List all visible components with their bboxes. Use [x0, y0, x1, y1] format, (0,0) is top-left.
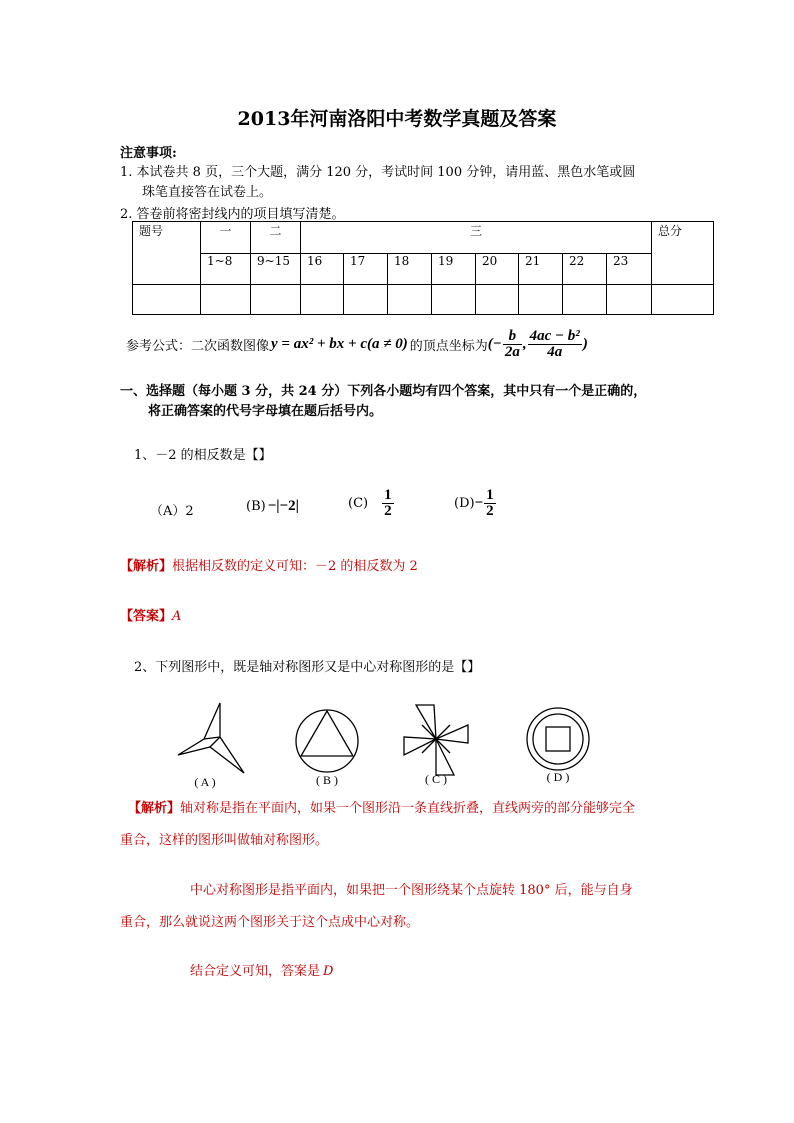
score-range: 19	[432, 254, 476, 285]
q1-answer-tag: 【答案】	[120, 609, 173, 624]
score-range: 1~8	[201, 254, 251, 285]
q1-option-d-denominator: 2	[486, 503, 494, 519]
score-cell[interactable]	[563, 285, 607, 315]
q1-option-d-sign: −	[474, 495, 484, 511]
note-2: 2. 答卷前将密封线内的项目填写清楚。	[120, 207, 345, 222]
q1-option-b-label: (B)	[246, 499, 266, 514]
q1-option-c-label: (C)	[348, 496, 369, 511]
q2-analysis-text-1: 轴对称是指在平面内，如果一个图形沿一条直线折叠，直线两旁的部分能够完全	[180, 801, 636, 816]
score-cell[interactable]	[301, 285, 344, 315]
vertex-comma: ,	[522, 336, 527, 352]
figure-a-pinwheel-triangles	[178, 703, 244, 773]
score-cell[interactable]	[388, 285, 432, 315]
q1-option-c	[348, 488, 395, 519]
vertex-x-numerator: b	[503, 329, 522, 345]
vertex-x-fraction	[503, 329, 522, 360]
score-cell[interactable]	[607, 285, 652, 315]
vertex-y-denominator: 4a	[547, 344, 563, 360]
score-range: 18	[388, 254, 432, 285]
vertex-y-numerator: 4ac − b²	[529, 328, 580, 344]
q1-answer-value: A	[172, 609, 182, 624]
score-range: 21	[519, 254, 563, 285]
vertex-x-denominator: 2a	[504, 344, 520, 360]
score-cell[interactable]	[432, 285, 476, 315]
q1-option-c-numerator: 1	[384, 487, 392, 503]
score-cell[interactable]	[344, 285, 388, 315]
vertex-close: )	[582, 336, 588, 352]
q1-option-d-label: (D)	[454, 496, 475, 511]
q2-figures	[160, 695, 600, 790]
section-1-heading-line-1: 一、选择题（每小题 3 分，共 24 分）下列各小题均有四个答案，其中只有一个是正确的，	[120, 384, 647, 399]
score-part-3: 三	[301, 222, 652, 254]
q1-option-d-numerator: 1	[486, 487, 494, 503]
section-1-heading-line-2: 将正确答案的代号字母填在题后括号内。	[148, 404, 383, 419]
page-title: 2013年河南洛阳中考数学真题及答案	[237, 108, 557, 130]
score-table	[132, 221, 714, 315]
q2-analysis-line-2: 重合，这样的图形叫做轴对称图形。	[120, 833, 329, 848]
score-cell[interactable]	[652, 285, 714, 315]
q1-option-c-denominator: 2	[384, 503, 392, 519]
score-cell[interactable]	[133, 285, 201, 315]
score-part-1: 一	[201, 222, 251, 254]
vertex-open: (−	[487, 336, 502, 352]
score-cell[interactable]	[476, 285, 519, 315]
formula-prefix: 参考公式：二次函数图像	[126, 339, 270, 354]
q2-analysis-line-1	[128, 797, 635, 816]
score-head-label: 题号	[133, 222, 201, 285]
q1-option-b	[246, 498, 299, 515]
q2-center-line-1: 中心对称图形是指平面内，如果把一个图形绕某个点旋转 180° 后，能与自身	[190, 883, 633, 898]
q1-option-b-expression: −|−2|	[267, 498, 299, 514]
quadratic-equation: y = ax² + bx + c(a ≠ 0)	[271, 336, 408, 352]
note-1-line-2: 珠笔直接答在试卷上。	[142, 185, 273, 200]
score-cell[interactable]	[519, 285, 563, 315]
figure-c-pinwheel	[404, 705, 468, 775]
score-range: 17	[344, 254, 388, 285]
q2-center-line-2: 重合，那么就说这两个图形关于这个点成中心对称。	[120, 915, 420, 930]
score-cell[interactable]	[201, 285, 251, 315]
q2-conclusion	[190, 960, 333, 979]
q1-analysis	[120, 555, 418, 574]
figure-b-circle-triangle	[296, 710, 358, 772]
note-1-line-1: 1. 本试卷共 8 页，三个大题，满分 120 分，考试时间 100 分钟，请用蓝、黑色水笔或圆	[120, 165, 636, 180]
score-range: 9~15	[251, 254, 301, 285]
figure-c-label: ( C )	[425, 772, 447, 786]
q2-analysis-tag: 【解析】	[128, 801, 181, 816]
figure-b-label: ( B )	[316, 773, 338, 787]
score-range: 23	[607, 254, 652, 285]
score-cell[interactable]	[251, 285, 301, 315]
reference-formula	[126, 329, 588, 360]
question-1-stem: 1、－2 的相反数是【】	[134, 448, 272, 463]
q1-option-c-fraction	[382, 488, 394, 519]
q2-answer-value: D	[323, 964, 334, 979]
figure-d-circle-square	[527, 708, 589, 770]
q1-analysis-tag: 【解析】	[120, 559, 173, 574]
q1-analysis-text: 根据相反数的定义可知：－2 的相反数为 2	[172, 559, 418, 574]
question-2-stem: 2、下列图形中，既是轴对称图形又是中心对称图形的是【】	[134, 660, 481, 675]
score-range: 16	[301, 254, 344, 285]
score-total: 总分	[652, 222, 714, 285]
q1-option-d	[454, 488, 497, 519]
q1-option-a: （A）2	[150, 504, 194, 519]
figure-a-label: ( A )	[194, 775, 216, 789]
q1-option-d-fraction	[484, 488, 496, 519]
q1-answer	[120, 605, 181, 624]
notes-heading: 注意事项:	[120, 146, 177, 161]
score-range: 20	[476, 254, 519, 285]
score-part-2: 二	[251, 222, 301, 254]
formula-middle: 的顶点坐标为	[409, 339, 488, 354]
q2-conclusion-text: 结合定义可知，答案是	[190, 964, 321, 979]
vertex-y-fraction	[528, 329, 582, 360]
figure-d-label: ( D )	[546, 770, 570, 784]
score-range: 22	[563, 254, 607, 285]
